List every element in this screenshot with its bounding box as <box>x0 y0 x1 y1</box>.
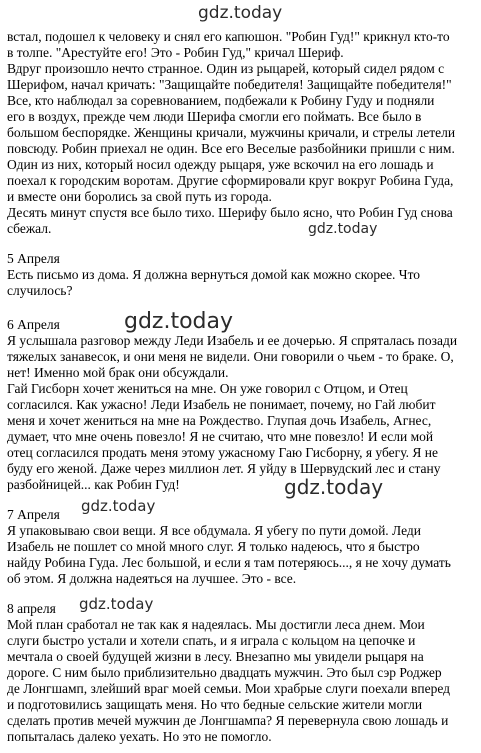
text-line: Вдруг произошло нечто странное. Один из рыцарей, который сидел рядом с <box>7 61 445 76</box>
text-line: случилось? <box>7 283 73 298</box>
text-line: думает, что мне очень повезло! Я не считаю, что мне повезло! И если мой <box>7 429 434 444</box>
text-line: буду его женой. Даже через миллион лет. Я уйду в Шервудский лес и стану <box>7 461 441 476</box>
entry-date-heading: 5 Апреля <box>7 251 60 266</box>
text-line: де Лонгшамп, злейший враг моей семьи. Мои храбрые слуги поехали вперед <box>7 681 451 696</box>
entry-date-heading: 7 Апреля <box>7 507 60 522</box>
text-line: Десять минут спустя все было тихо. Шерифу было ясно, что Робин Гуд снова <box>7 205 453 220</box>
text-line: слуги быстро устали и хотели спать, и я играла с кольцом на цепочке и <box>7 633 416 648</box>
text-line: Я услышала разговор между Леди Изабель и ее дочерью. Я спряталась позади <box>7 333 458 348</box>
text-line: поехал к городским воротам. Другие сформировали круг вокруг Робина Гуда, <box>7 173 454 188</box>
text-line: отец согласился продать меня этому ужасному Гаю Гисборну, я убегу. Я не <box>7 445 438 460</box>
text-line: сбежал. <box>7 221 52 236</box>
text-line: встал, подошел к человеку и снял его капюшон. "Робин Гуд!" крикнул кто-то <box>7 29 450 44</box>
text-line: попыталась далеко уехать. Но это не помогло. <box>7 729 272 744</box>
text-line: согласился. Как ужасно! Леди Изабель не понимает, почему, но Гай любит <box>7 397 436 412</box>
watermark: gdz.today <box>124 309 234 334</box>
text-line: Все, кто наблюдал за соревнованием, подбежали к Робину Гуду и подняли <box>7 93 435 108</box>
text-line: тяжелых занавесок, и они меня не видели. Они говорили о чьем - то браке. О, <box>7 349 454 364</box>
text-line: и вместе они боролись за свой путь из города. <box>7 189 272 204</box>
watermark: gdz.today <box>284 475 384 499</box>
watermark: gdz.today <box>79 595 154 613</box>
text-line: разбойницей... как Робин Гуд! <box>7 477 180 492</box>
text-line: Есть письмо из дома. Я должна вернуться домой как можно скорее. Что <box>7 267 421 282</box>
watermark: gdz.today <box>308 221 378 237</box>
text-line: большом беспорядке. Женщины кричали, мужчины кричали, и стрелы летели <box>7 125 456 140</box>
text-line: дороге. С ним было приблизительно двадцать мужчин. Это был сэр Роджер <box>7 665 442 680</box>
text-line: Шерифом, начал кричать: "Защищайте победителя! Защищайте победителя!" <box>7 77 452 92</box>
watermark: gdz.today <box>198 3 283 23</box>
text-line: сделать против мечей мужчин де Лонгшампа? Я перевернула свою лошадь и <box>7 713 449 728</box>
entry-date-heading: 6 Апреля <box>7 317 60 332</box>
text-line: и подготовились защищать меня. Но что бедные сельские жители могли <box>7 697 423 712</box>
text-line: Гай Гисборн хочет жениться на мне. Он уже говорил с Отцом, и Отец <box>7 381 408 396</box>
text-line: найду Робина Гуда. Лес большой, и если я там потеряюсь..., я не хочу думать <box>7 555 451 570</box>
text-line: мечтала о своей будущей жизни в лесу. Внезапно мы увидели рыцаря на <box>7 649 424 664</box>
entry-date-heading: 8 апреля <box>7 601 56 616</box>
text-line: об этом. Я должна надеяться на лучшее. Это - все. <box>7 571 297 586</box>
text-line: повсюду. Робин приехал не один. Все его Веселые разбойники пришли с ним. <box>7 141 455 156</box>
text-line: Один из них, который носил одежду рыцаря, уже вскочил на его лошадь и <box>7 157 434 172</box>
text-line: Изабель не пошлет со мной много слуг. Я только надеюсь, что я быстро <box>7 539 420 554</box>
text-line: Я упаковываю свои вещи. Я все обдумала. Я убегу по пути домой. Леди <box>7 523 422 538</box>
text-line: меня и хочет жениться на мне на Рождество. Глупая дочь Изабель, Агнес, <box>7 413 432 428</box>
text-line: Мой план сработал не так как я надеялась. Мы достигли леса днем. Мои <box>7 617 425 632</box>
text-line: нет! Именно мой брак они обсуждали. <box>7 365 229 380</box>
watermark: gdz.today <box>81 497 156 515</box>
text-line: его в воздух, прежде чем люди Шерифа смогли его поймать. Все было в <box>7 109 422 124</box>
text-line: в толпе. "Арестуйте его! Это - Робин Гуд," кричал Шериф. <box>7 45 344 60</box>
